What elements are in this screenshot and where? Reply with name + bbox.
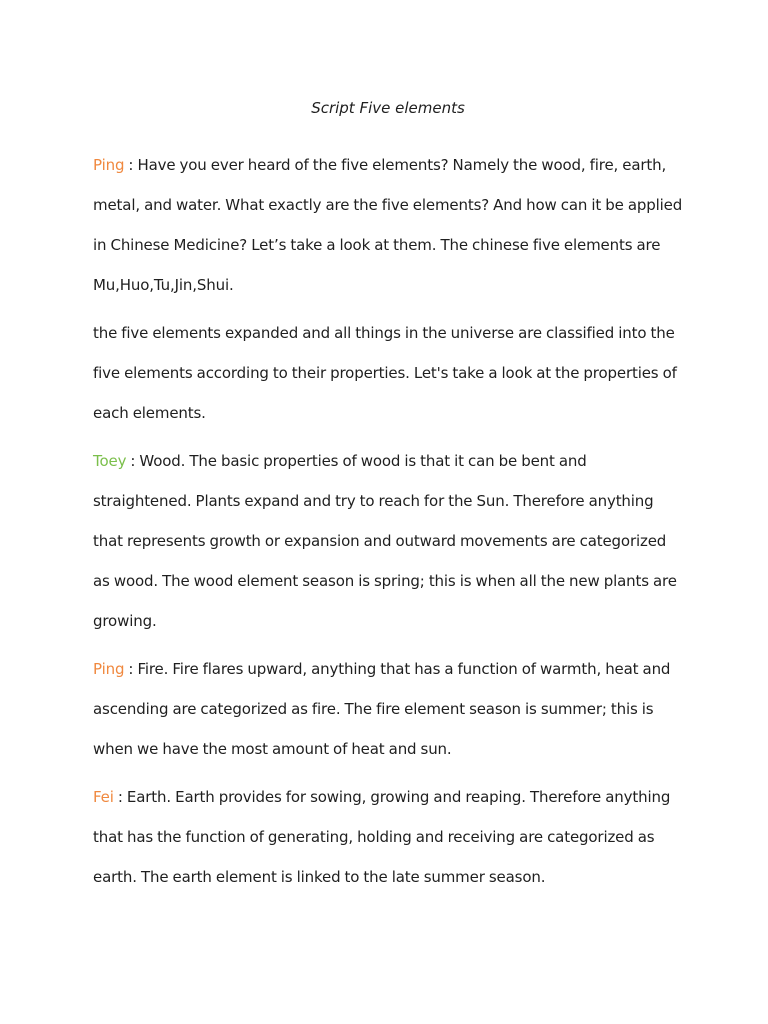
paragraph-fei-earth — [93, 777, 683, 897]
speaker-name: Ping — [93, 156, 125, 174]
speaker-name: Toey — [93, 452, 127, 470]
paragraph-text: the five elements expanded and all things in the universe are classified into the five elements according to their properties. Let's take a look at the properties of each elements. — [93, 324, 677, 422]
document-title: Script Five elements — [311, 99, 465, 117]
paragraph-text: : Have you ever heard of the five elements? Namely the wood, fire, earth, metal, and water. What exactly are the five elements? And how can it be applied in Chinese Medicine? Let’s take a look at them. The chinese five elements are Mu,Huo,Tu,Jin,Shui. — [93, 156, 683, 294]
paragraph-text: : Fire. Fire flares upward, anything that has a function of warmth, heat and ascending are categorized as fire. The fire element season is summer; this is when we have the most amount of heat and sun. — [93, 660, 671, 758]
speaker-name: Fei — [93, 788, 114, 806]
paragraph-toey-wood — [93, 441, 683, 641]
paragraph-ping-intro — [93, 145, 683, 305]
document-page — [93, 95, 683, 905]
paragraph-ping-fire — [93, 649, 683, 769]
paragraph-text: : Wood. The basic properties of wood is that it can be bent and straightened. Plants expand and try to reach for the Sun. Therefore anything that represents growth or expansion and outward movements are categorized as wood. The wood element season is spring; this is when all the new plants are growing. — [93, 452, 677, 630]
paragraph-text: : Earth. Earth provides for sowing, growing and reaping. Therefore anything that has the function of generating, holding and receiving are categorized as earth. The earth element is linked to the late summer season. — [93, 788, 671, 886]
paragraph-continuation — [93, 313, 683, 433]
speaker-name: Ping — [93, 660, 125, 678]
